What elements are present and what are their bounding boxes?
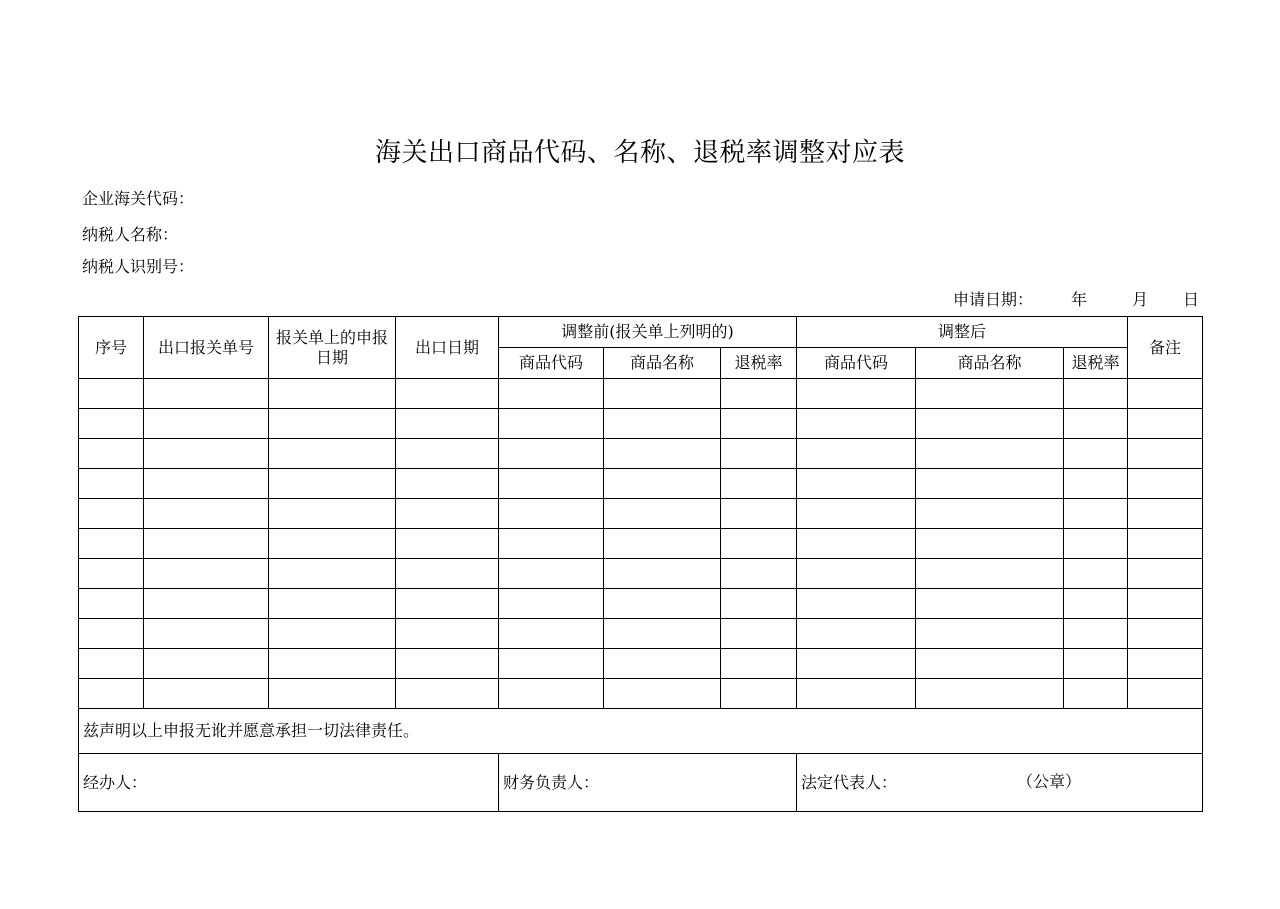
table-cell[interactable]: [604, 439, 721, 469]
table-cell[interactable]: [144, 589, 269, 619]
table-cell[interactable]: [269, 679, 396, 709]
table-cell[interactable]: [1128, 619, 1203, 649]
table-cell[interactable]: [396, 679, 499, 709]
table-cell[interactable]: [797, 379, 916, 409]
table-cell[interactable]: [604, 679, 721, 709]
table-cell[interactable]: [916, 409, 1064, 439]
table-cell[interactable]: [269, 379, 396, 409]
table-cell[interactable]: [144, 379, 269, 409]
table-cell[interactable]: [79, 619, 144, 649]
table-row: [79, 439, 1203, 469]
table-cell[interactable]: [499, 529, 604, 559]
header-after-name: 商品名称: [916, 348, 1064, 379]
table-cell[interactable]: [144, 559, 269, 589]
table-cell[interactable]: [916, 679, 1064, 709]
table-cell[interactable]: [144, 619, 269, 649]
table-cell[interactable]: [916, 499, 1064, 529]
table-cell[interactable]: [721, 409, 797, 439]
table-cell[interactable]: [269, 619, 396, 649]
date-year: 年: [1071, 290, 1088, 309]
table-cell[interactable]: [916, 529, 1064, 559]
table-cell[interactable]: [1064, 469, 1128, 499]
table-cell[interactable]: [1064, 679, 1128, 709]
table-cell[interactable]: [721, 379, 797, 409]
table-row: [79, 679, 1203, 709]
table-row: [79, 649, 1203, 679]
header-export-no: 出口报关单号: [144, 317, 269, 379]
table-cell[interactable]: [499, 409, 604, 439]
table-cell[interactable]: [499, 469, 604, 499]
table-cell[interactable]: [1064, 529, 1128, 559]
table-cell[interactable]: [144, 469, 269, 499]
header-before-rate: 退税率: [721, 348, 797, 379]
table-row: [79, 619, 1203, 649]
table-cell[interactable]: [797, 409, 916, 439]
header-export-date: 出口日期: [396, 317, 499, 379]
taxpayer-id-label: 纳税人识别号：: [82, 257, 195, 276]
table-cell[interactable]: [144, 649, 269, 679]
table-cell[interactable]: [797, 649, 916, 679]
table-cell[interactable]: [269, 649, 396, 679]
table-cell[interactable]: [499, 649, 604, 679]
table-cell[interactable]: [396, 409, 499, 439]
seal-label: （公章）: [1017, 772, 1082, 791]
header-seq: 序号: [79, 317, 144, 379]
taxpayer-name-label: 纳税人名称：: [82, 225, 179, 244]
table-cell[interactable]: [79, 499, 144, 529]
table-cell[interactable]: [269, 409, 396, 439]
table-cell[interactable]: [721, 619, 797, 649]
table-cell[interactable]: [144, 499, 269, 529]
table-cell[interactable]: [1128, 589, 1203, 619]
table-row: [79, 409, 1203, 439]
header-before: 调整前(报关单上列明的): [499, 317, 797, 348]
table-cell[interactable]: [797, 439, 916, 469]
table-cell[interactable]: [604, 499, 721, 529]
table-cell[interactable]: [499, 499, 604, 529]
table-cell[interactable]: [916, 379, 1064, 409]
table-cell[interactable]: [721, 499, 797, 529]
table-cell[interactable]: [1128, 499, 1203, 529]
table-cell[interactable]: [916, 559, 1064, 589]
table-cell[interactable]: [499, 439, 604, 469]
table-cell[interactable]: [144, 439, 269, 469]
table-cell[interactable]: [721, 679, 797, 709]
table-cell[interactable]: [1128, 409, 1203, 439]
table-cell[interactable]: [499, 589, 604, 619]
handler-label: 经办人：: [79, 754, 499, 812]
table-cell[interactable]: [1128, 379, 1203, 409]
table-row: [79, 499, 1203, 529]
table-cell[interactable]: [797, 679, 916, 709]
table-cell[interactable]: [144, 409, 269, 439]
table-cell[interactable]: [797, 619, 916, 649]
customs-code-label: 企业海关代码：: [82, 189, 195, 208]
table-cell[interactable]: [1064, 589, 1128, 619]
table-cell[interactable]: [396, 469, 499, 499]
table-cell[interactable]: [604, 589, 721, 619]
table-cell[interactable]: [604, 409, 721, 439]
table-cell[interactable]: [144, 679, 269, 709]
table-cell[interactable]: [916, 649, 1064, 679]
header-remark: 备注: [1128, 317, 1203, 379]
table-cell[interactable]: [269, 439, 396, 469]
table-cell[interactable]: [721, 439, 797, 469]
table-cell[interactable]: [396, 499, 499, 529]
table-cell[interactable]: [1064, 409, 1128, 439]
table-cell[interactable]: [79, 439, 144, 469]
table-cell[interactable]: [797, 559, 916, 589]
legal-rep-cell: [797, 754, 1203, 812]
table-cell[interactable]: [79, 649, 144, 679]
header-after-rate: 退税率: [1064, 348, 1128, 379]
table-cell[interactable]: [499, 559, 604, 589]
table-cell[interactable]: [269, 559, 396, 589]
table-cell[interactable]: [396, 559, 499, 589]
table-cell[interactable]: [721, 529, 797, 559]
table-cell[interactable]: [1128, 559, 1203, 589]
table-cell[interactable]: [269, 469, 396, 499]
table-cell[interactable]: [79, 409, 144, 439]
table-row: [79, 469, 1203, 499]
table-cell[interactable]: [79, 589, 144, 619]
date-day: 日: [1183, 290, 1200, 309]
table-cell[interactable]: [79, 529, 144, 559]
table-cell[interactable]: [396, 439, 499, 469]
page-title: 海关出口商品代码、名称、退税率调整对应表: [374, 138, 905, 168]
finance-label: 财务负责人：: [499, 754, 797, 812]
table-cell[interactable]: [269, 589, 396, 619]
table-cell[interactable]: [604, 469, 721, 499]
date-month: 月: [1132, 290, 1149, 309]
table-cell[interactable]: [1128, 679, 1203, 709]
table-cell[interactable]: [1128, 469, 1203, 499]
table-cell[interactable]: [604, 619, 721, 649]
table-cell[interactable]: [721, 469, 797, 499]
table-cell[interactable]: [79, 469, 144, 499]
table-cell[interactable]: [1064, 649, 1128, 679]
table-cell[interactable]: [797, 589, 916, 619]
table-cell[interactable]: [396, 529, 499, 559]
table-cell[interactable]: [79, 679, 144, 709]
table-row: [79, 529, 1203, 559]
table-cell[interactable]: [604, 559, 721, 589]
table-cell[interactable]: [499, 379, 604, 409]
table-cell[interactable]: [79, 379, 144, 409]
header-before-name: 商品名称: [604, 348, 721, 379]
table-cell[interactable]: [1064, 619, 1128, 649]
table-cell[interactable]: [1064, 439, 1128, 469]
table-cell[interactable]: [1064, 379, 1128, 409]
table-row: [79, 589, 1203, 619]
table-cell[interactable]: [604, 649, 721, 679]
table-cell[interactable]: [604, 529, 721, 559]
table-cell[interactable]: [396, 589, 499, 619]
table-cell[interactable]: [916, 469, 1064, 499]
table-cell[interactable]: [1128, 649, 1203, 679]
table-cell[interactable]: [1064, 499, 1128, 529]
table-cell[interactable]: [79, 559, 144, 589]
table-cell[interactable]: [499, 679, 604, 709]
table-cell[interactable]: [396, 379, 499, 409]
table-row: [79, 559, 1203, 589]
adjustment-table: [78, 316, 1203, 812]
header-before-code: 商品代码: [499, 348, 604, 379]
table-cell[interactable]: [797, 469, 916, 499]
table-row: [79, 379, 1203, 409]
table-cell[interactable]: [499, 619, 604, 649]
table-cell[interactable]: [721, 649, 797, 679]
table-cell[interactable]: [144, 529, 269, 559]
table-cell[interactable]: [396, 619, 499, 649]
table-cell[interactable]: [721, 589, 797, 619]
declaration-text: 兹声明以上申报无讹并愿意承担一切法律责任。: [79, 709, 1203, 754]
header-after: 调整后: [797, 317, 1128, 348]
table-cell[interactable]: [797, 499, 916, 529]
table-cell[interactable]: [269, 529, 396, 559]
header-declare-date: 报关单上的申报日期: [269, 317, 396, 379]
header-after-code: 商品代码: [797, 348, 916, 379]
table-cell[interactable]: [269, 499, 396, 529]
table-cell[interactable]: [916, 589, 1064, 619]
table-cell[interactable]: [396, 649, 499, 679]
table-cell[interactable]: [797, 529, 916, 559]
table-cell[interactable]: [1128, 439, 1203, 469]
table-cell[interactable]: [916, 619, 1064, 649]
apply-date-label: 申请日期：: [953, 290, 1034, 309]
table-cell[interactable]: [1064, 559, 1128, 589]
legal-rep-label: 法定代表人：: [801, 772, 898, 792]
table-cell[interactable]: [721, 559, 797, 589]
table-cell[interactable]: [916, 439, 1064, 469]
table-cell[interactable]: [1128, 529, 1203, 559]
table-cell[interactable]: [604, 379, 721, 409]
